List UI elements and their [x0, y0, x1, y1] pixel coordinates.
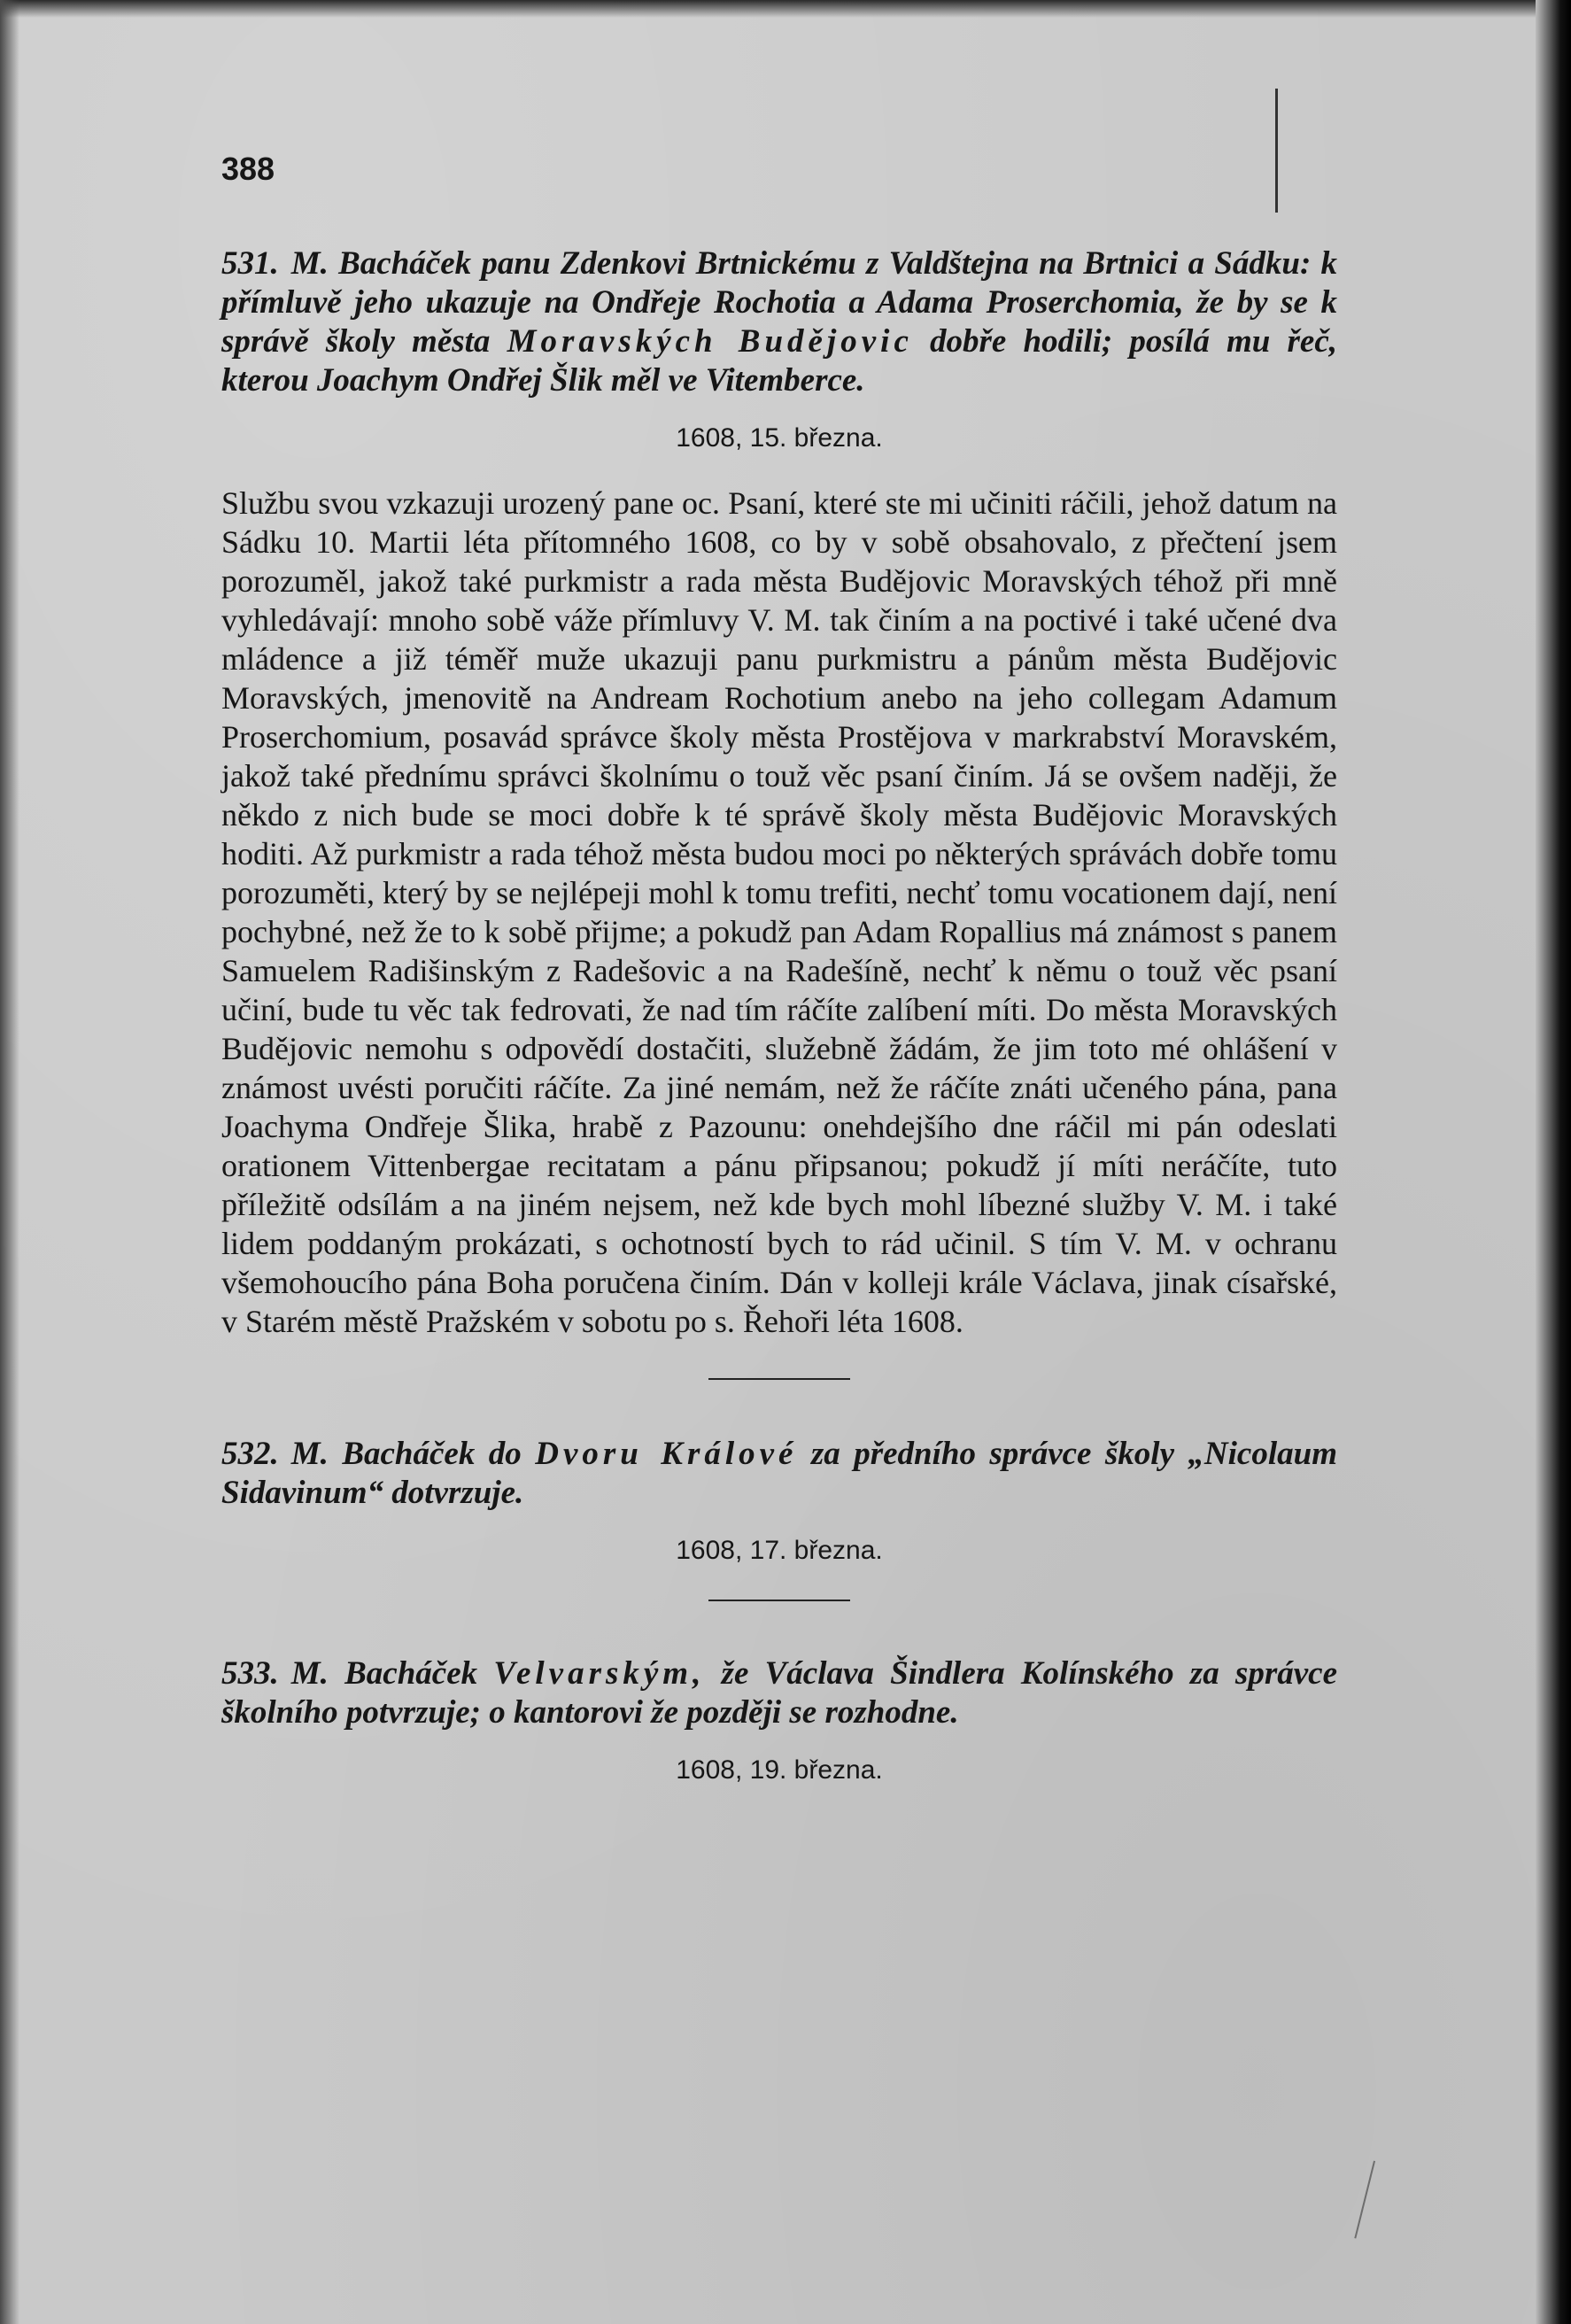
entry-heading	[221, 1654, 1337, 1732]
entry-heading	[221, 1435, 1337, 1513]
entry-heading-spaced: Moravských Budějovic	[507, 323, 913, 360]
entry-heading-text-end: za předního správce školy „Nicolaum Sidavinum“ dotvrzuje.	[221, 1436, 1337, 1511]
entry-heading	[221, 244, 1337, 400]
entry-heading-text: M. Bacháček	[290, 1655, 494, 1692]
entry-number: 533.	[221, 1655, 279, 1692]
entry-date: 1608, 19. března.	[676, 1755, 883, 1785]
entry-531	[221, 244, 1337, 1341]
entry-532	[221, 1435, 1337, 1566]
section-divider	[708, 1600, 850, 1601]
entry-heading-text-end: dobře hodili; posílá mu řeč, kterou Joachym Ondřej Šlik měl ve Vitemberce.	[221, 323, 1338, 399]
entry-number: 531.	[221, 245, 279, 282]
entry-number: 532.	[221, 1436, 279, 1472]
entry-heading-text-end: že Václava Šindlera Kolínského za správce školního potvrzuje; o kantorovi že později se rozhodne.	[221, 1655, 1337, 1731]
entry-heading-text: M. Bacháček do	[290, 1436, 536, 1472]
entry-heading-spaced: Velvarským,	[493, 1655, 706, 1692]
scan-top-edge	[0, 0, 1571, 18]
scan-right-edge	[1536, 0, 1571, 2324]
book-page	[221, 151, 1337, 1816]
section-divider	[708, 1378, 850, 1380]
scan-left-edge	[0, 0, 19, 2324]
entry-date: 1608, 17. března.	[676, 1536, 883, 1565]
entry-date: 1608, 15. března.	[676, 423, 883, 453]
page-number: 388	[221, 151, 275, 187]
entry-heading-text: M. Bacháček panu Zdenkovi Brtnickému z Valdštejna na Brtnici a Sádku: k přímluvě jeho ukazuje na Ondřeje Rochotia a Adama Proserchomia, že by se k správě školy města	[221, 245, 1337, 360]
entry-heading-spaced: Dvoru Králové	[535, 1436, 798, 1472]
letter-body	[221, 484, 1337, 1341]
entry-533	[221, 1654, 1337, 1786]
letter-text: Službu svou vzkazuji urozený pane oc. Psaní, které ste mi učiniti ráčili, jehož datum na Sádku 10. Martii léta přítomného 1608, co by v sobě obsahovalo, z přečtení jsem porozuměl, jakož také purkmistr a rada města Budějovic Moravských téhož při mně vyhledávají: mnoho sobě váže přímluvy V. M. tak činím a na poctivé i také učené dva mládence a již téměř muže ukazuji panu purkmistru a pánům města Budějovic Moravských, jmenovitě na Andream Rochotium anebo na jeho collegam Adamum Proserchomium, posavád správce školy města Prostějova v markrabství Moravském, jakož také přednímu správci školnímu o touž věc psaní činím. Já se ovšem naději, že někdo z nich bude se moci dobře k té správě školy města Budějovic Moravských hoditi. Až purkmistr a rada téhož města budou moci po některých správách dobře tomu porozuměti, který by se nejlépeji mohl k tomu trefiti, nechť tomu vocationem dají, není pochybné, než že to k sobě přijme; a pokudž pan Adam Ropallius má známost s panem Samuelem Radišinským z Radešovic a na Radešíně, nechť k němu o touž věc psaní učiní, bude tu věc tak fedrovati, že nad tím ráčíte zalíbení míti. Do města Moravských Budějovic nemohu s odpovědí dostačiti, služebně žádám, že jim toto mé ohlášení v známost uvésti poručiti ráčíte. Za jiné nemám, než že ráčíte znáti učeného pána, pana Joachyma Ondřeje Šlika, hrabě z Pazounu: onehdejšího dne ráčil mi pán odeslati orationem Vittenbergae recitatam a pánu připsanou; pokudž jí míti neráčíte, tuto příležitě odsílám a na jiném nejsem, než kde bych mohl líbezné služby V. M. i také lidem poddaným prokázati, s ochotností bych to rád učinil. S tím V. M. v ochranu všemohoucího pána Boha poručena činím. Dán v kolleji krále Václava, jinak císařské, v Starém městě Pražském v sobotu po s. Řehoři léta 1608.	[221, 485, 1337, 1339]
